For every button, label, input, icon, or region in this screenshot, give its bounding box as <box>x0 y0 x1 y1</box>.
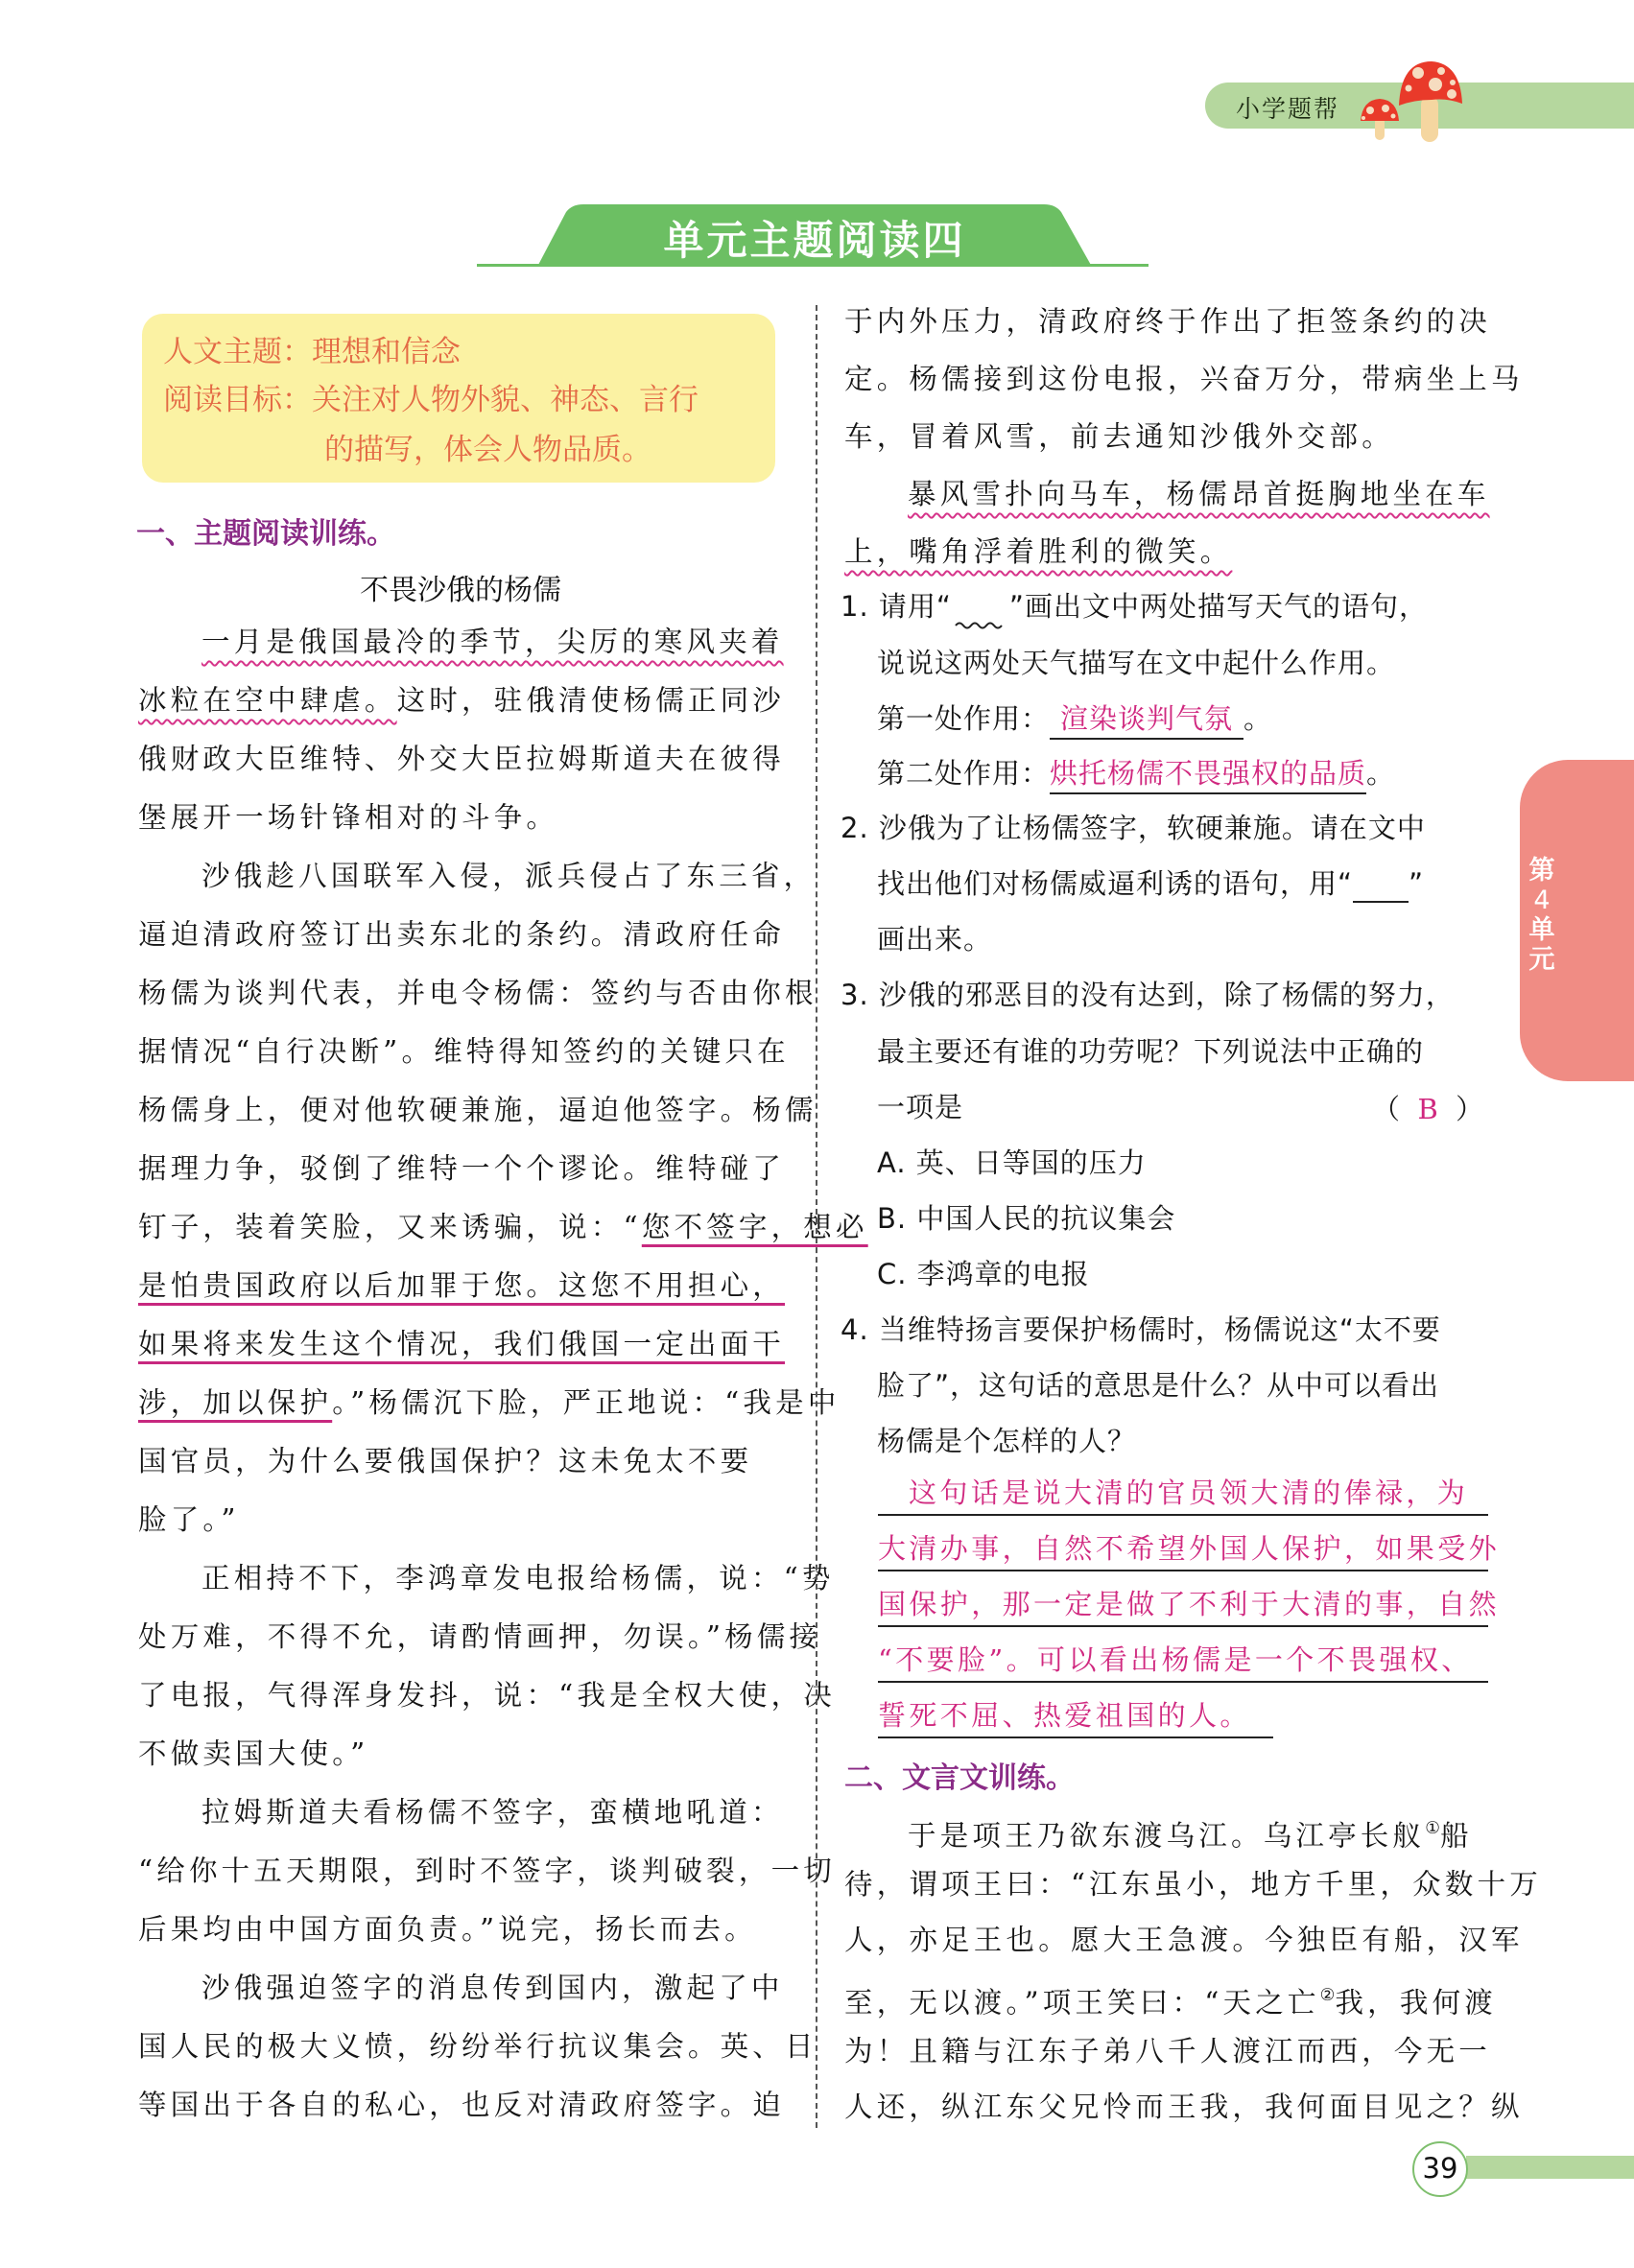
story-text: 钉子，装着笑脸，又来诱骗，说：“ <box>138 1211 642 1243</box>
unit-tab-label <box>1518 856 1566 975</box>
story-line: 沙俄趁八国联军入侵，派兵侵占了东三省， <box>201 860 817 892</box>
classical-text: 我，我何渡 <box>1335 1986 1497 2020</box>
classical-text: 于是项王乃欲东渡乌江。乌江亭长舣 <box>908 1819 1426 1853</box>
classical-text: 至，无以渡。”项王笑曰：“天之亡 <box>844 1986 1320 2020</box>
q1-answer1-label: 第一处作用： <box>877 702 1051 735</box>
story-line: 正相持不下，李鸿章发电报给杨儒，说：“势 <box>201 1562 835 1595</box>
classical-line: 待，谓项王曰：“江东虽小，地方千里，众数十万 <box>844 1868 1542 1901</box>
q1-answer1-field[interactable]: 渲染谈判气氛 <box>1050 699 1243 740</box>
q4-answer-line[interactable]: 这句话是说大清的官员领大清的俸禄，为 <box>878 1474 1488 1516</box>
threat-inducement-sentence: 涉，加以保护 <box>138 1386 333 1419</box>
story-text: 。”杨儒沉下脸，严正地说：“我是中 <box>332 1386 841 1419</box>
wavy-line-symbol-icon <box>952 597 1009 626</box>
unit-tab-char: 单 <box>1528 915 1555 945</box>
story-line: 了电报，气得浑身发抖，说：“我是全权大使，决 <box>138 1679 836 1712</box>
paren-open: （ <box>1372 1093 1418 1125</box>
weather-description-2: 暴风雪扑向马车，杨儒昂首挺胸地坐在车 <box>908 478 1490 510</box>
q4-line1: 4. 当维特扬言要保护杨儒时，杨儒说这“太不要 <box>841 1313 1441 1346</box>
q1-line1 <box>841 587 1428 626</box>
q4-answer-line[interactable]: “不要脸”。可以看出杨儒是一个不畏强权、 <box>878 1641 1488 1683</box>
classical-line: 为！且籍与江东子弟八千人渡江而西，今无一 <box>844 2035 1492 2067</box>
q3-answer-bracket[interactable] <box>1372 1088 1483 1127</box>
period: 。 <box>1366 757 1396 790</box>
story-line: 等国出于各自的私心，也反对清政府签字。迫 <box>138 2089 786 2121</box>
weather-description-2-cont: 上，嘴角浮着胜利的微笑。 <box>844 535 1233 568</box>
classical-line <box>844 1809 1473 1855</box>
story-line: 拉姆斯道夫看杨儒不签字，蛮横地吼道： <box>201 1796 784 1829</box>
section1-heading: 一、主题阅读训练。 <box>136 517 395 551</box>
q2-line2 <box>877 864 1424 903</box>
story-line: 后果均由中国方面负责。”说完，扬长而去。 <box>138 1913 757 1946</box>
theme-label: 人文主题：理想和信念 <box>163 335 461 369</box>
q3-option-b: B. 中国人民的抗议集会 <box>877 1202 1176 1235</box>
q2-line3: 画出来。 <box>877 923 993 956</box>
q1-answer1-row <box>877 699 1272 740</box>
q4-line2: 脸了”，这句话的意思是什么？从中可以看出 <box>877 1369 1440 1402</box>
story-line <box>138 1383 841 1422</box>
story-line: 逼迫清政府签订出卖东北的条约。清政府任命 <box>138 918 786 951</box>
unit-tab-char: 4 <box>1533 886 1551 915</box>
weather-description-1-cont: 冰粒在空中肆虐。 <box>138 684 397 717</box>
story-line: “给你十五天期限，到时不签字，谈判破裂，一切 <box>138 1855 836 1887</box>
story-line <box>138 1325 785 1363</box>
reading-goal-line1: 阅读目标：关注对人物外貌、神态、言行 <box>163 383 699 417</box>
q1-line2: 说说这两处天气描写在文中起什么作用。 <box>877 647 1396 679</box>
story-line: 脸了。” <box>138 1503 240 1536</box>
story-line: 堡展开一场针锋相对的斗争。 <box>138 801 559 834</box>
q3-option-c: C. 李鸿章的电报 <box>877 1258 1090 1290</box>
large-mushroom-icon <box>1397 59 1464 144</box>
classical-line: 人，亦足王也。愿大王急渡。今独臣有船，汉军 <box>844 1924 1524 1956</box>
story-line: 处万难，不得不允，请酌情画押，勿误。”杨儒接 <box>138 1620 822 1653</box>
small-mushroom-icon <box>1359 96 1401 142</box>
classical-text: 船 <box>1440 1819 1473 1853</box>
story-line: 杨儒身上，便对他软硬兼施，逼迫他签字。杨儒 <box>138 1094 817 1126</box>
footnote-marker: ② <box>1319 1986 1336 2005</box>
unit-tab-char: 第 <box>1528 856 1555 886</box>
story-line: 于内外压力，清政府终于作出了拒签条约的决 <box>844 305 1492 338</box>
q4-answer-line[interactable]: 誓死不屈、热爱祖国的人。 <box>878 1696 1273 1738</box>
column-divider <box>816 305 817 2128</box>
story-text: 这时，驻俄清使杨儒正同沙 <box>396 684 786 717</box>
section2-heading: 二、文言文训练。 <box>844 1761 1075 1795</box>
story-line: 沙俄强迫签字的消息传到国内，激起了中 <box>201 1972 784 2004</box>
paren-close: ） <box>1437 1093 1484 1125</box>
page-title: 单元主题阅读四 <box>663 217 966 264</box>
q3-option-a: A. 英、日等国的压力 <box>877 1146 1147 1179</box>
threat-inducement-sentence: 是怕贵国政府以后加罪于您。这您不用担心， <box>138 1269 786 1302</box>
q2-text: ” <box>1409 867 1425 900</box>
classical-line: 人还，纵江东父兄怜而王我，我何面目见之？纵 <box>844 2091 1524 2123</box>
q1-text: ”画出文中两处描写天气的语句， <box>1008 590 1428 623</box>
story-line: 杨儒为谈判代表，并电令杨儒：签约与否由你根 <box>138 977 817 1009</box>
story-line: 定。杨儒接到这份电报，兴奋万分，带病坐上马 <box>844 363 1524 395</box>
q3-line3: 一项是 <box>877 1091 964 1123</box>
weather-description-1: 一月是俄国最冷的季节，尖厉的寒风夹着 <box>201 626 784 658</box>
story-line <box>844 532 1232 571</box>
q4-answer-line[interactable]: 国保护，那一定是做了不利于大清的事，自然 <box>878 1585 1488 1627</box>
brand-label: 小学题帮 <box>1236 95 1340 123</box>
q1-answer2-field[interactable]: 烘托杨儒不畏强权的品质 <box>1050 754 1366 794</box>
story-line: 车，冒着风雪，前去通知沙俄外交部。 <box>844 420 1394 453</box>
q3-answer: B <box>1417 1093 1438 1125</box>
page-number: 39 <box>1412 2141 1468 2197</box>
q3-line2: 最主要还有谁的功劳呢？下列说法中正确的 <box>877 1035 1425 1068</box>
period: 。 <box>1243 702 1273 735</box>
threat-inducement-sentence: 如果将来发生这个情况，我们俄国一定出面干 <box>138 1328 786 1360</box>
q3-line1: 3. 沙俄的邪恶目的没有达到，除了杨儒的努力， <box>841 979 1455 1011</box>
story-line: 俄财政大臣维特、外交大臣拉姆斯道夫在彼得 <box>138 743 786 775</box>
threat-inducement-sentence: 您不签字，想必 <box>641 1211 868 1243</box>
q2-line1: 2. 沙俄为了让杨儒签字，软硬兼施。请在文中 <box>841 812 1426 844</box>
q1-answer2-label: 第二处作用： <box>877 757 1051 790</box>
story-line: 国人民的极大义愤，纷纷举行抗议集会。英、日 <box>138 2030 817 2063</box>
story-line: 不做卖国大使。” <box>138 1737 369 1770</box>
story-line: 据理力争，驳倒了维特一个个谬论。维特碰了 <box>138 1152 786 1185</box>
straight-line-symbol-icon <box>1353 876 1409 903</box>
unit-tab-char: 元 <box>1528 945 1555 975</box>
story-line <box>844 475 1490 513</box>
story-line <box>138 1208 868 1246</box>
footnote-marker: ① <box>1425 1819 1441 1838</box>
story-line <box>138 681 785 720</box>
reading-goal-line2: 的描写，体会人物品质。 <box>324 433 651 467</box>
q1-text: 1. 请用“ <box>841 590 952 623</box>
story-line <box>138 623 784 661</box>
story-line: 国官员，为什么要俄国保护？这未免太不要 <box>138 1445 753 1477</box>
q4-line3: 杨儒是个怎样的人？ <box>877 1425 1137 1457</box>
story-line <box>138 1266 785 1305</box>
story-title: 不畏沙俄的杨儒 <box>360 574 561 607</box>
q4-answer-line[interactable]: 大清办事，自然不希望外国人保护，如果受外 <box>878 1529 1488 1571</box>
q1-answer2-row <box>877 754 1395 794</box>
q2-text: 找出他们对杨儒威逼利诱的语句，用“ <box>877 867 1354 900</box>
page-number-bar <box>1466 2156 1634 2179</box>
story-line: 据情况“自行决断”。维特得知签约的关键只在 <box>138 1035 790 1068</box>
classical-line <box>844 1976 1497 2021</box>
